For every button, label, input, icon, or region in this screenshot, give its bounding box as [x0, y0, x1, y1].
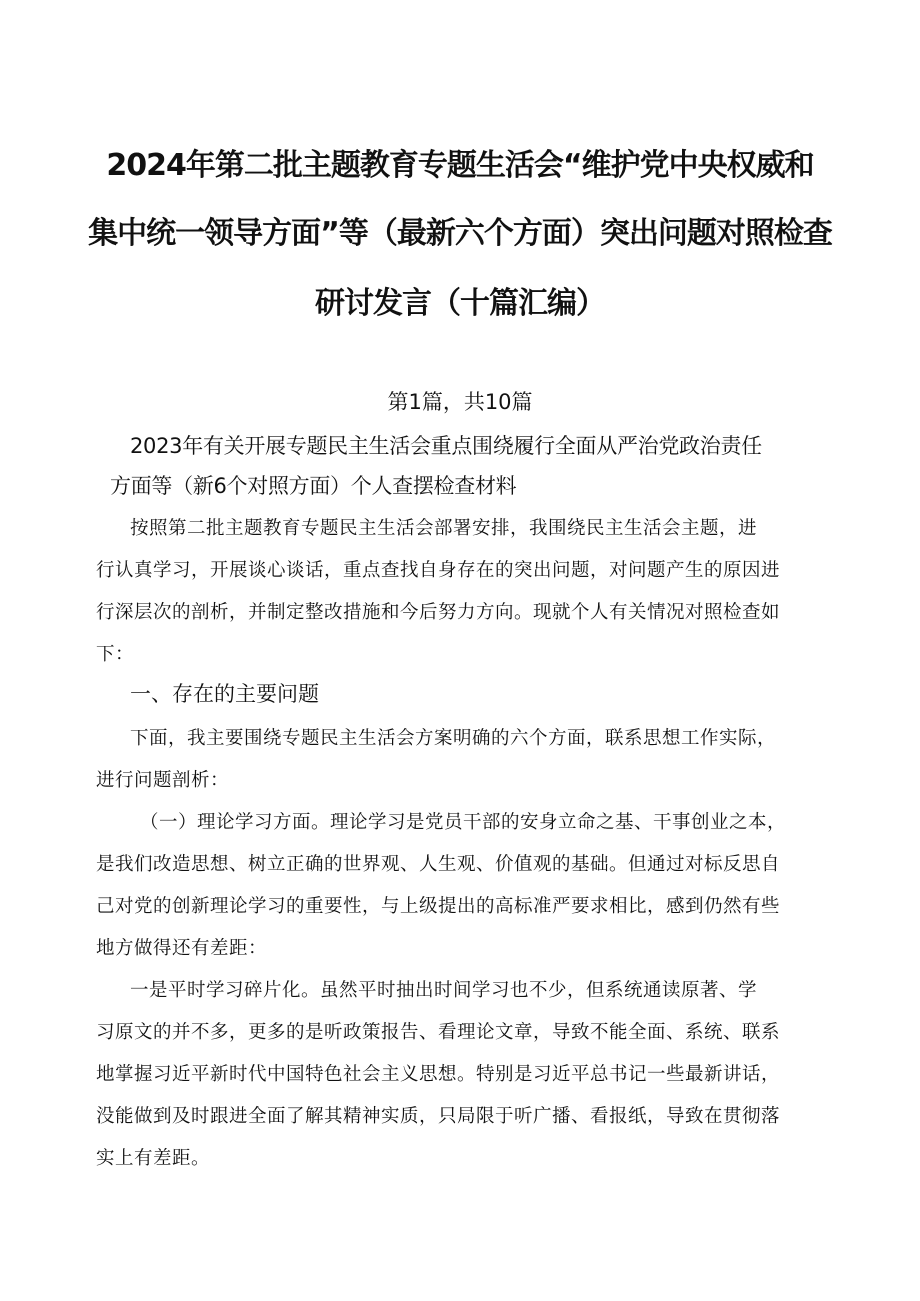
chapter-label: 第1篇，共10篇 [387, 390, 533, 414]
intro-line: 行深层次的剖析，并制定整改措施和今后努力方向。现就个人有关情况对照检查如 [96, 602, 781, 623]
subtitle-line-2: 方面等（新6个对照方面）个人查摆检查材料 [110, 474, 517, 498]
intro-line: 按照第二批主题教育专题民主生活会部署安排，我围绕民主生活会主题，进 [130, 518, 758, 539]
document-title-line-3: 研讨发言（十篇汇编） [315, 286, 605, 321]
point-one-line: 地掌握习近平新时代中国特色社会主义思想。特别是习近平总书记一些最新讲话， [96, 1064, 781, 1085]
theory-line: 地方做得还有差距： [96, 938, 268, 959]
point-one-line: 没能做到及时跟进全面了解其精神实质，只局限于听广播、看报纸，导致在贯彻落 [96, 1106, 781, 1127]
theory-line: 己对党的创新理论学习的重要性，与上级提出的高标准严要求相比，感到仍然有些 [96, 896, 781, 917]
point-one-line: 一是平时学习碎片化。虽然平时抽出时间学习也不少，但系统通读原著、学 [130, 980, 758, 1001]
document-title-line-2: 集中统一领导方面”等（最新六个方面）突出问题对照检查 [88, 216, 832, 251]
point-one-line: 习原文的并不多，更多的是听政策报告、看理论文章，导致不能全面、系统、联系 [96, 1022, 781, 1043]
document-title-line-1: 2024年第二批主题教育专题生活会“维护党中央权威和 [106, 148, 814, 183]
subtitle-line-1: 2023年有关开展专题民主生活会重点围绕履行全面从严治党政治责任 [130, 434, 762, 458]
theory-line: （一）理论学习方面。理论学习是党员干部的安身立命之基、干事创业之本， [140, 812, 787, 833]
theory-line: 是我们改造思想、树立正确的世界观、人生观、价值观的基础。但通过对标反思自 [96, 854, 781, 875]
section-intro-line: 进行问题剖析： [96, 770, 230, 791]
intro-line: 下： [96, 644, 135, 665]
point-one-line: 实上有差距。 [96, 1148, 211, 1169]
intro-line: 行认真学习，开展谈心谈话，重点查找自身存在的突出问题，对问题产生的原因进 [96, 560, 781, 581]
section-intro-line: 下面，我主要围绕专题民主生活会方案明确的六个方面，联系思想工作实际， [130, 728, 777, 749]
section-heading: 一、存在的主要问题 [130, 682, 319, 706]
